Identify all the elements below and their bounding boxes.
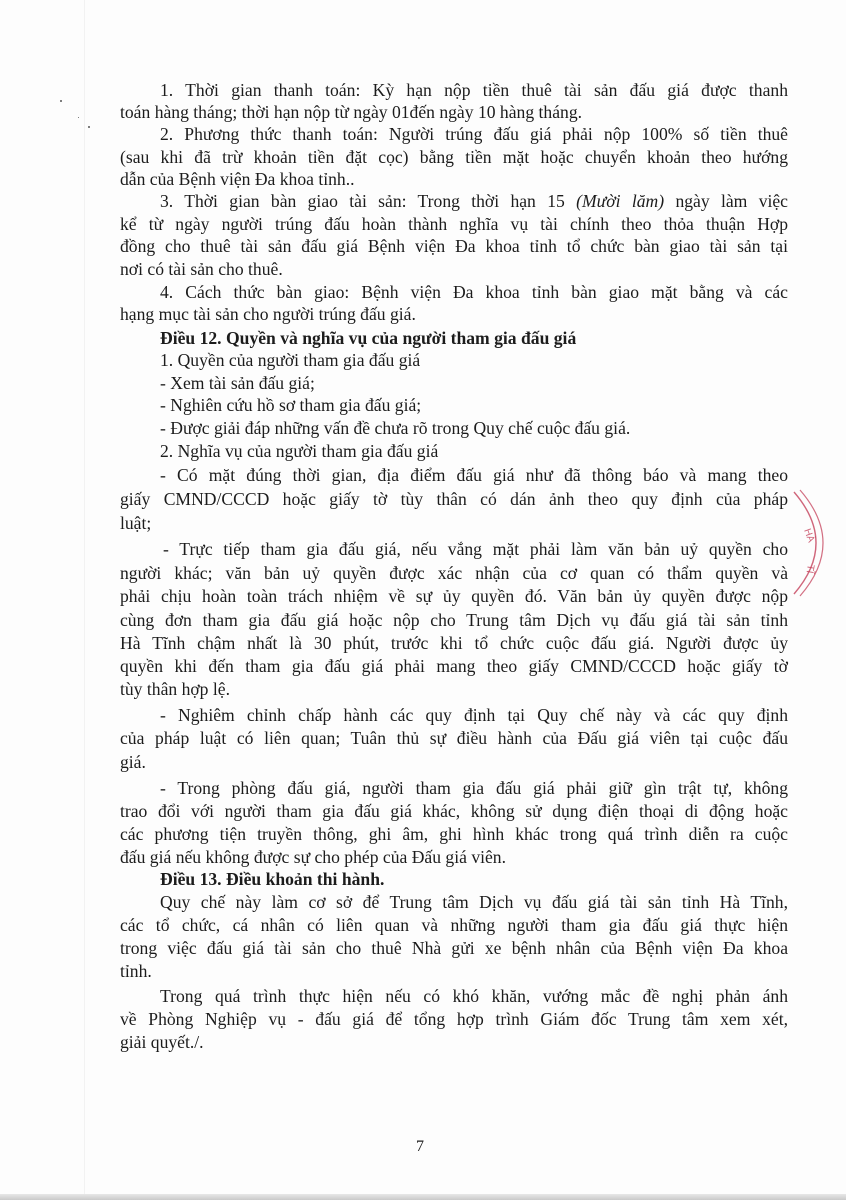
scan-speck: [60, 100, 62, 102]
list-item: - Nghiêm chỉnh chấp hành các quy định tại Quy chế này và các quy định: [160, 705, 788, 725]
article-13-heading: Điều 13. Điều khoản thi hành.: [160, 869, 385, 889]
scan-edge: [84, 0, 85, 1200]
text-line: đấu giá nếu không được sự cho phép của Đấu giá viên.: [120, 847, 507, 867]
svg-text:HÀ: HÀ: [801, 527, 817, 545]
text-line: [160, 190, 788, 212]
text-line: 2. Nghĩa vụ của người tham gia đấu giá: [160, 441, 439, 461]
text-line: toán hàng tháng; thời hạn nộp từ ngày 01đến ngày 10 hàng tháng.: [120, 102, 583, 122]
text-line: dẫn của Bệnh viện Đa khoa tỉnh..: [120, 169, 355, 189]
text-line: Hà Tĩnh chậm nhất là 30 phút, trước khi tổ chức cuộc đấu giá. Người được ủy: [120, 633, 788, 653]
page-number: 7: [416, 1138, 424, 1155]
scan-bottom-edge: [0, 1194, 846, 1200]
list-item: - Trong phòng đấu giá, người tham gia đấu giá phải giữ gìn trật tự, không: [160, 778, 788, 798]
list-item: - Có mặt đúng thời gian, địa điểm đấu giá như đã thông báo và mang theo: [160, 465, 788, 485]
text-line: 1. Quyền của người tham gia đấu giá: [160, 350, 421, 370]
text-line: các phương tiện truyền thông, ghi âm, ghi hình khác trong quá trình diễn ra cuộc: [120, 824, 788, 844]
text-line: người khác; văn bản uỷ quyền được xác nhận của cơ quan có thẩm quyền và: [120, 563, 788, 583]
text-line: giá.: [120, 752, 146, 772]
svg-text:TĨ: TĨ: [803, 563, 816, 575]
text-line: Quy chế này làm cơ sở để Trung tâm Dịch vụ đấu giá tài sản tỉnh Hà Tĩnh,: [160, 892, 788, 912]
text-line: nơi có tài sản cho thuê.: [120, 259, 283, 279]
text-line: tỉnh.: [120, 961, 152, 981]
text-line: 2. Phương thức thanh toán: Người trúng đấu giá phải nộp 100% số tiền thuê: [160, 124, 788, 144]
scan-speck: [78, 117, 79, 118]
seal-stamp-icon: [790, 488, 846, 598]
text-line: (sau khi đã trừ khoản tiền đặt cọc) bằng tiền mặt hoặc chuyển khoản theo hướng: [120, 147, 788, 167]
text-segment: ngày làm việc: [664, 191, 788, 211]
text-line: Trong quá trình thực hiện nếu có khó khăn, vướng mắc đề nghị phản ánh: [160, 986, 788, 1006]
text-line: đồng cho thuê tài sản đấu giá Bệnh viện Đa khoa tỉnh tổ chức bàn giao tài sản tại: [120, 236, 788, 256]
text-line: hạng mục tài sản cho người trúng đấu giá.: [120, 304, 416, 324]
text-line: quyền khi đến tham gia đấu giá phải mang theo giấy CMND/CCCD hoặc giấy tờ: [120, 656, 788, 676]
text-line: giấy CMND/CCCD hoặc giấy tờ tùy thân có dán ảnh theo quy định của pháp: [120, 489, 788, 509]
text-line: về Phòng Nghiệp vụ - đấu giá để tổng hợp trình Giám đốc Trung tâm xem xét,: [120, 1009, 788, 1029]
text-line: trong việc đấu giá tài sản cho thuê Nhà gửi xe bệnh nhân của Bệnh viện Đa khoa: [120, 938, 788, 958]
list-item: - Trực tiếp tham gia đấu giá, nếu vắng mặt phải làm văn bản uỷ quyền cho: [163, 539, 788, 559]
text-line: cùng đơn tham gia đấu giá hoặc nộp cho Trung tâm Dịch vụ đấu giá tài sản tỉnh: [120, 610, 788, 630]
italic-text: (Mười lăm): [576, 191, 665, 211]
text-line: luật;: [120, 513, 152, 533]
text-line: 4. Cách thức bàn giao: Bệnh viện Đa khoa tỉnh bàn giao mặt bằng và các: [160, 282, 788, 302]
list-item: - Xem tài sản đấu giá;: [160, 373, 315, 393]
text-segment: 3. Thời gian bàn giao tài sản: Trong thời hạn 15: [160, 191, 577, 211]
text-line: trao đổi với người tham gia đấu giá khác, không sử dụng điện thoại di động hoặc: [120, 801, 788, 821]
text-line: tùy thân hợp lệ.: [120, 679, 230, 699]
scan-speck: [88, 126, 90, 128]
article-12-heading: Điều 12. Quyền và nghĩa vụ của người tham gia đấu giá: [160, 328, 577, 348]
text-line: kể từ ngày người trúng đấu hoàn thành nghĩa vụ tài chính theo thỏa thuận Hợp: [120, 214, 788, 234]
text-line: các tổ chức, cá nhân có liên quan và những người tham gia đấu giá thực hiện: [120, 915, 788, 935]
list-item: - Nghiên cứu hồ sơ tham gia đấu giá;: [160, 395, 422, 415]
text-line: phải chịu hoàn toàn trách nhiệm về sự ủy quyền đó. Văn bản ủy quyền được nộp: [120, 586, 788, 606]
text-line: 1. Thời gian thanh toán: Kỳ hạn nộp tiền thuê tài sản đấu giá được thanh: [160, 80, 788, 100]
text-line: giải quyết./.: [120, 1032, 204, 1052]
text-line: của pháp luật có liên quan; Tuân thủ sự điều hành của Đấu giá viên tại cuộc đấu: [120, 728, 788, 748]
list-item: - Được giải đáp những vấn đề chưa rõ trong Quy chế cuộc đấu giá.: [160, 418, 631, 438]
